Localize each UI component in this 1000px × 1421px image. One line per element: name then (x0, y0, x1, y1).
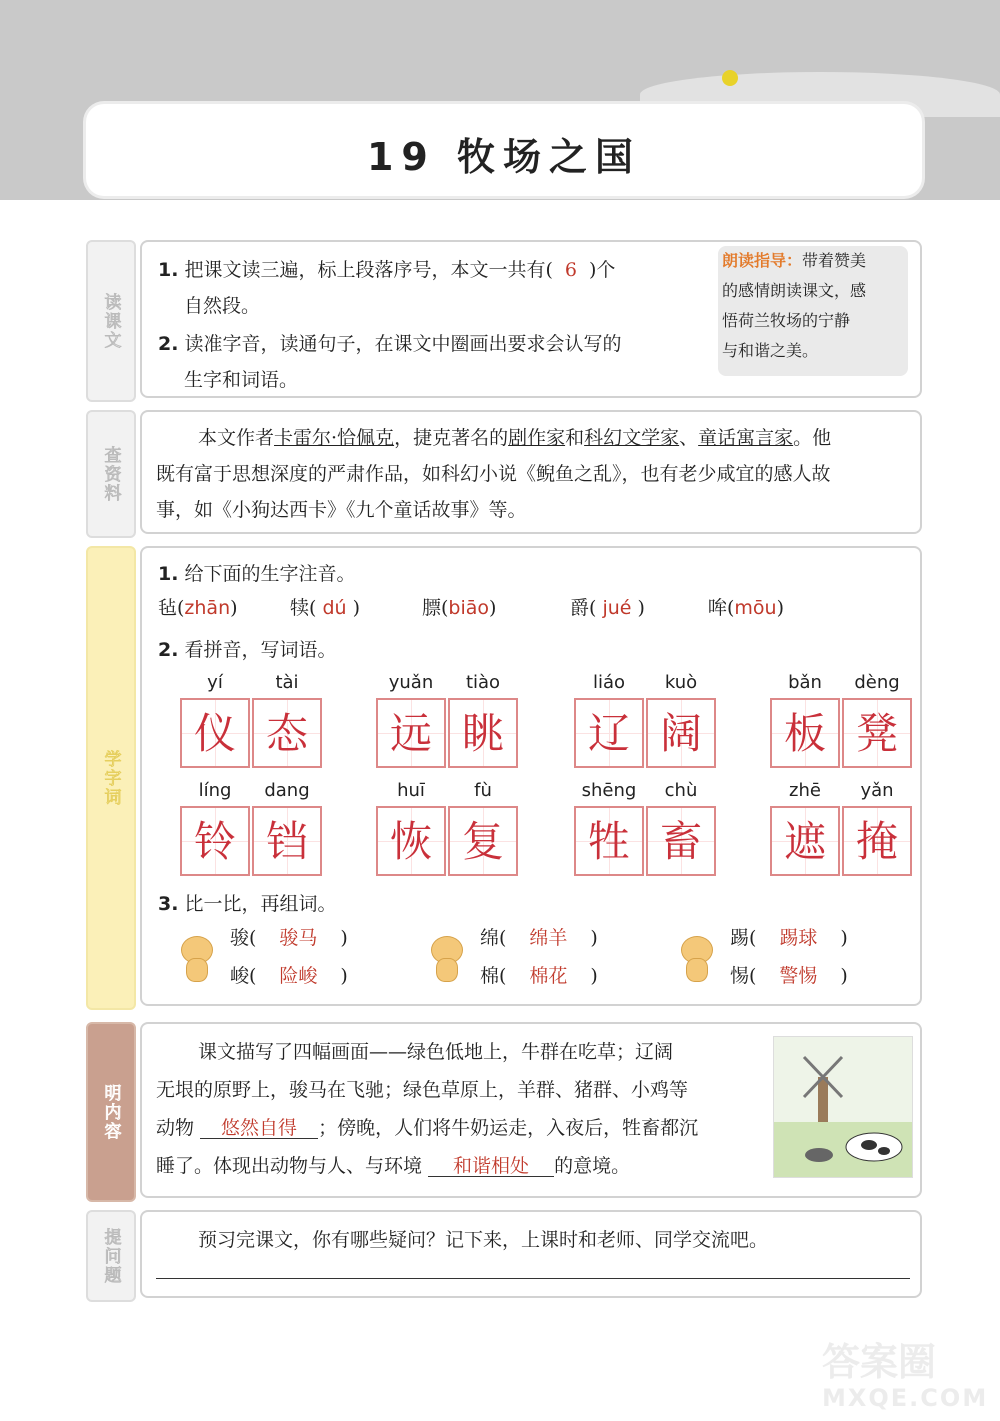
tab-learn-label: 学字词 (100, 749, 121, 807)
understand-line-4: 睡了。体现出动物与人、与环境 和谐相处 的意境。 (156, 1155, 631, 1177)
compare-item: 踢( 踢球 ) (730, 927, 848, 949)
pinyin-answer: biāo (448, 597, 490, 619)
background-section (140, 410, 922, 534)
character-box[interactable] (646, 806, 716, 876)
pinyin-item: 犊( dú ) (290, 597, 361, 619)
bear-icon (426, 936, 466, 982)
understand-line-1: 课文描写了四幅画面——绿色低地上，牛群在吃草；辽阔 (198, 1041, 674, 1063)
character-box[interactable] (770, 698, 840, 768)
pinyin-item: 毡(zhān) (158, 597, 238, 619)
tab-ask (86, 1210, 136, 1302)
character-box[interactable] (842, 698, 912, 768)
written-character: 铛 (265, 817, 308, 866)
learn-section (140, 546, 922, 1006)
character-box[interactable] (252, 806, 322, 876)
understand-line-2: 无垠的原野上，骏马在飞驰；绿色草原上，羊群、猪群、小鸡等 (156, 1079, 689, 1101)
guide-line: 与和谐之美。 (722, 341, 819, 360)
answer-line[interactable] (156, 1278, 910, 1279)
pinyin-label: fù (474, 780, 492, 801)
character-box[interactable] (376, 698, 446, 768)
learn-q3: 3. 比一比，再组词。 (158, 893, 337, 915)
tab-understand-label: 明内容 (100, 1083, 121, 1141)
pinyin-item: 爵( jué ) (570, 597, 645, 619)
compare-item: 棉( 棉花 ) (480, 965, 598, 987)
tab-learn (86, 546, 136, 1010)
pinyin-label: zhē (789, 780, 821, 801)
written-character: 遮 (783, 817, 826, 866)
written-character: 复 (461, 817, 504, 866)
tree-icon (722, 70, 738, 86)
bear-icon (676, 936, 716, 982)
windmill-pasture-illustration (773, 1036, 913, 1178)
compare-answer: 骏马 (279, 927, 318, 949)
character-box[interactable] (376, 806, 446, 876)
character-box[interactable] (180, 806, 250, 876)
written-character: 眺 (461, 709, 504, 758)
character-box[interactable] (646, 698, 716, 768)
written-character: 恢 (389, 817, 432, 866)
written-character: 仪 (193, 709, 236, 758)
reading-guide: 朗读指导：带着赞美 的感情朗读课文，感 悟荷兰牧场的宁静 与和谐之美。 (718, 246, 908, 376)
character-box[interactable] (842, 806, 912, 876)
guide-line: 的感情朗读课文，感 (722, 281, 867, 300)
learn-q2: 2. 看拼音，写词语。 (158, 639, 337, 661)
written-character: 阔 (659, 709, 702, 758)
tab-read-label: 读课文 (100, 292, 121, 350)
answer-blank-1: 悠然自得 (200, 1118, 318, 1139)
answer-blank-2: 和谐相处 (428, 1156, 554, 1177)
character-box[interactable] (252, 698, 322, 768)
character-box[interactable] (574, 698, 644, 768)
compare-item: 峻( 险峻 ) (230, 965, 348, 987)
read-q2: 2. 读准字音，读通句子，在课文中圈画出要求会认写的 (158, 333, 622, 355)
written-character: 辽 (587, 709, 630, 758)
character-box[interactable] (574, 806, 644, 876)
tab-read (86, 240, 136, 402)
windmill-icon (774, 1037, 912, 1177)
learn-q1: 1. 给下面的生字注音。 (158, 563, 356, 585)
ask-section (140, 1210, 922, 1298)
pinyin-item: 膘(biāo) (422, 597, 497, 619)
background-line-3: 事，如《小狗达西卡》《九个童话故事》等。 (156, 499, 527, 521)
tab-understand (86, 1022, 136, 1202)
pinyin-answer: jué (596, 597, 638, 619)
compare-item: 绵( 绵羊 ) (480, 927, 598, 949)
written-character: 凳 (855, 709, 898, 758)
pinyin-label: liáo (592, 672, 626, 693)
pinyin-label: dèng (854, 672, 900, 693)
pinyin-answer: mōu (734, 597, 777, 619)
bear-icon (176, 936, 216, 982)
pinyin-answer: dú (316, 597, 353, 619)
pinyin-item: 哞(mōu) (708, 597, 785, 619)
watermark: 答案圈 MXQE.COM (822, 1340, 989, 1412)
written-character: 牲 (587, 817, 630, 866)
pinyin-label: yǎn (860, 780, 894, 801)
pinyin-label: chù (664, 780, 698, 801)
character-box[interactable] (770, 806, 840, 876)
compare-answer: 绵羊 (529, 927, 568, 949)
written-character: 远 (389, 709, 432, 758)
pinyin-label: tiào (465, 672, 501, 693)
guide-line: 悟荷兰牧场的宁静 (722, 311, 851, 330)
written-character: 畜 (659, 817, 702, 866)
compare-answer: 警惕 (779, 965, 818, 987)
written-character: 掩 (855, 817, 898, 866)
compare-item: 惕( 警惕 ) (730, 965, 848, 987)
character-box[interactable] (448, 698, 518, 768)
written-character: 铃 (193, 817, 236, 866)
tab-background (86, 410, 136, 538)
title-card (86, 104, 922, 196)
written-character: 板 (783, 709, 826, 758)
pinyin-label: bǎn (788, 672, 822, 693)
pinyin-label: líng (198, 780, 232, 801)
character-box[interactable] (180, 698, 250, 768)
compare-answer: 险峻 (279, 965, 318, 987)
background-line-1: 本文作者卡雷尔·恰佩克，捷克著名的剧作家和科幻文学家、童话寓言家。他 (198, 427, 832, 449)
pinyin-label: dang (264, 780, 310, 801)
compare-item: 骏( 骏马 ) (230, 927, 348, 949)
understand-line-3: 动物 悠然自得 ；傍晚，人们将牛奶运走，入夜后，牲畜都沉 (156, 1117, 699, 1139)
guide-label: 朗读指导： (722, 251, 803, 270)
read-q1-cont: 自然段。 (184, 295, 261, 317)
pinyin-label: kuò (664, 672, 698, 693)
read-q2-cont: 生字和词语。 (184, 369, 299, 391)
compare-answer: 踢球 (779, 927, 818, 949)
tab-background-label: 查资料 (100, 445, 121, 503)
pinyin-label: yuǎn (388, 672, 434, 693)
pinyin-label: tài (275, 672, 299, 693)
character-box[interactable] (448, 806, 518, 876)
tab-ask-label: 提问题 (100, 1227, 121, 1285)
pinyin-label: shēng (581, 780, 637, 801)
answer-paragraph-count: 6 (564, 259, 578, 281)
pinyin-answer: zhān (184, 597, 231, 619)
page-title: 19 牧场之国 (366, 135, 642, 179)
read-q1: 1. 把课文读三遍，标上段落序号，本文一共有( 6 )个 (158, 259, 616, 281)
pinyin-label: yí (207, 672, 223, 693)
pinyin-label: huī (397, 780, 425, 801)
ask-prompt: 预习完课文，你有哪些疑问？记下来，上课时和老师、同学交流吧。 (198, 1229, 769, 1251)
compare-answer: 棉花 (529, 965, 568, 987)
background-line-2: 既有富于思想深度的严肃作品，如科幻小说《鲵鱼之乱》，也有老少咸宜的感人故 (156, 463, 831, 485)
written-character: 态 (265, 709, 308, 758)
